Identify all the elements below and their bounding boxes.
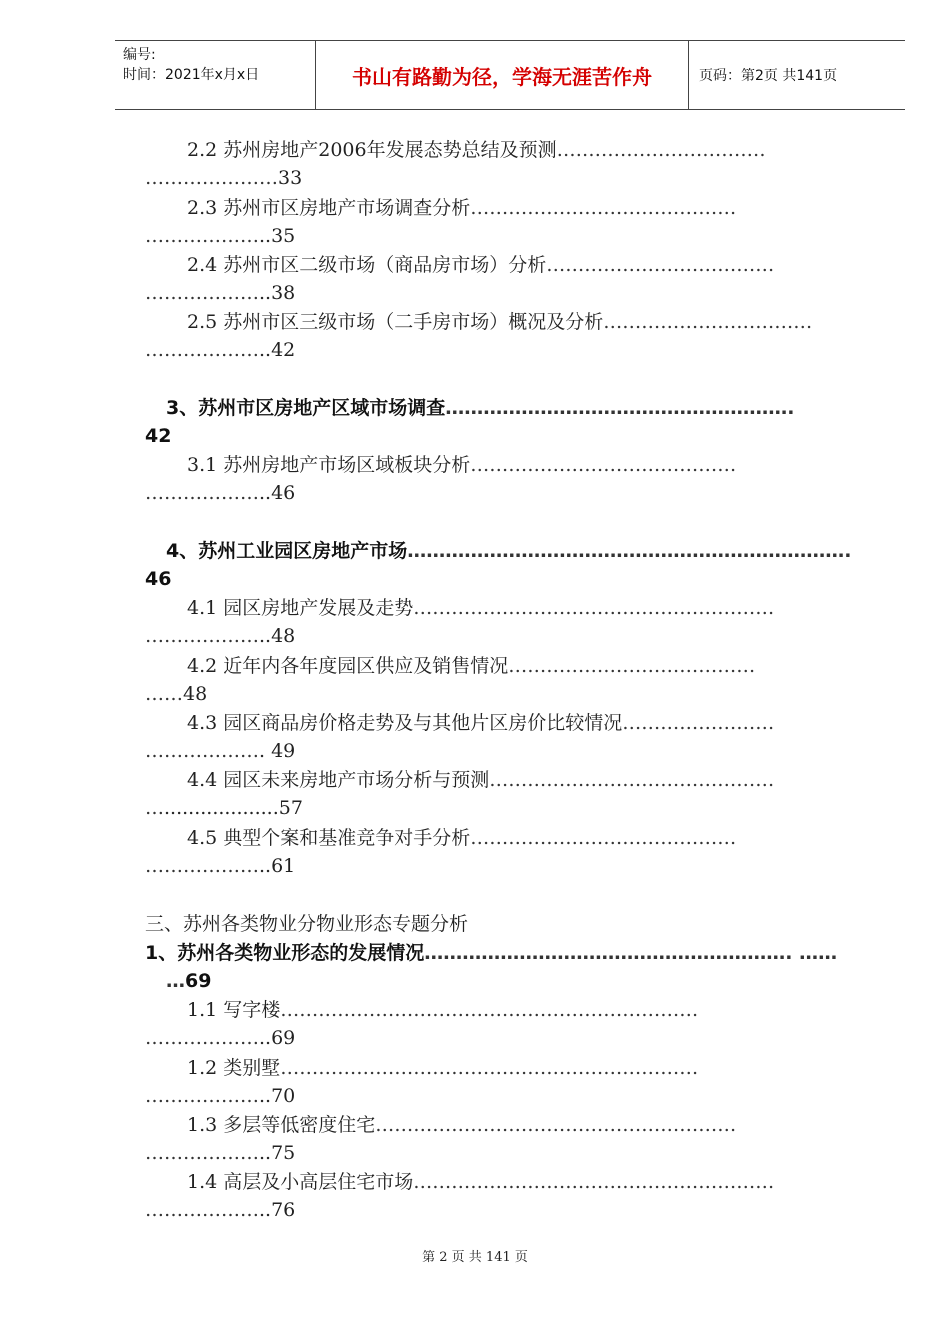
toc-entry-page: ………………..75 xyxy=(145,1142,296,1164)
toc-entry-title[interactable]: 4.2 近年内各年度园区供应及销售情况………………………………… xyxy=(187,655,756,677)
toc-entry-title[interactable]: 4.4 园区未来房地产市场分析与预测……………………………………… xyxy=(187,769,775,791)
toc-entry-title[interactable]: 1.3 多层等低密度住宅………………………………………………… xyxy=(187,1114,737,1136)
toc-section-title[interactable]: 1、苏州各类物业形态的发展情况…………………………………………………. …… xyxy=(145,942,838,964)
toc-entry-page: ………………..76 xyxy=(145,1199,296,1221)
toc-entry-page: ………………..70 xyxy=(145,1085,296,1107)
toc-entry-page: ………………..38 xyxy=(145,282,296,304)
number-label: 编号: xyxy=(123,47,156,63)
toc-entry-title[interactable]: 2.3 苏州市区房地产市场调查分析…………………………………… xyxy=(187,197,737,219)
toc-entry-title[interactable]: 3.1 苏州房地产市场区域板块分析…………………………………… xyxy=(187,454,737,476)
toc-entry-page: ………………..61 xyxy=(145,855,296,877)
toc-entry-page: ………………..48 xyxy=(145,625,296,647)
time-label: 时间：2021年x月x日 xyxy=(123,67,260,83)
toc-entry-page: ………………..69 xyxy=(145,1027,296,1049)
toc-entry-title[interactable]: 1.1 写字楼………………………………………………………… xyxy=(187,999,699,1021)
header-page-info: 页码：第2页 共141页 xyxy=(699,68,838,84)
toc-entry-title[interactable]: 1.2 类别墅………………………………………………………… xyxy=(187,1057,699,1079)
toc-entry-title[interactable]: 4.5 典型个案和基准竞争对手分析…………………………………… xyxy=(187,827,737,849)
page-footer: 第 2 页 共 141 页 xyxy=(422,1250,528,1265)
toc-part-heading[interactable]: 三、苏州各类物业分物业形态专题分析 xyxy=(145,913,469,935)
toc-entry-title[interactable]: 2.5 苏州市区三级市场（二手房市场）概况及分析…………………………… xyxy=(187,311,813,333)
toc-section-page: 42 xyxy=(145,425,172,447)
toc-entry-page: ………………. 49 xyxy=(145,740,296,762)
page-header xyxy=(115,40,905,110)
toc-section-page: …69 xyxy=(166,970,212,992)
toc-entry-title[interactable]: 4.3 园区商品房价格走势及与其他片区房价比较情况…………………… xyxy=(187,712,775,734)
toc-section-page: 46 xyxy=(145,568,172,590)
toc-entry-title[interactable]: 1.4 高层及小高层住宅市场………………………………………………… xyxy=(187,1171,775,1193)
header-meta-cell xyxy=(115,41,316,109)
toc-section-title[interactable]: 3、苏州市区房地产区域市场调查………………………………………………. xyxy=(166,397,795,419)
toc-entry-page: ………………..35 xyxy=(145,225,296,247)
header-motto: 书山有路勤为径，学海无涯苦作舟 xyxy=(316,41,689,109)
toc-entry-page: …………………33 xyxy=(145,167,303,189)
toc-entry-title[interactable]: 2.4 苏州市区二级市场（商品房市场）分析……………………………… xyxy=(187,254,775,276)
toc-entry-page: ……48 xyxy=(145,683,208,705)
toc-entry-page: …...................57 xyxy=(145,797,303,819)
toc-section-title[interactable]: 4、苏州工业园区房地产市场……………………………………………………………. xyxy=(166,540,852,562)
toc-entry-page: ………………..42 xyxy=(145,339,296,361)
toc-entry-title[interactable]: 2.2 苏州房地产2006年发展态势总结及预测…………………………… xyxy=(187,139,766,161)
toc-entry-page: ………………..46 xyxy=(145,482,296,504)
toc-entry-title[interactable]: 4.1 园区房地产发展及走势………………………………………………… xyxy=(187,597,775,619)
